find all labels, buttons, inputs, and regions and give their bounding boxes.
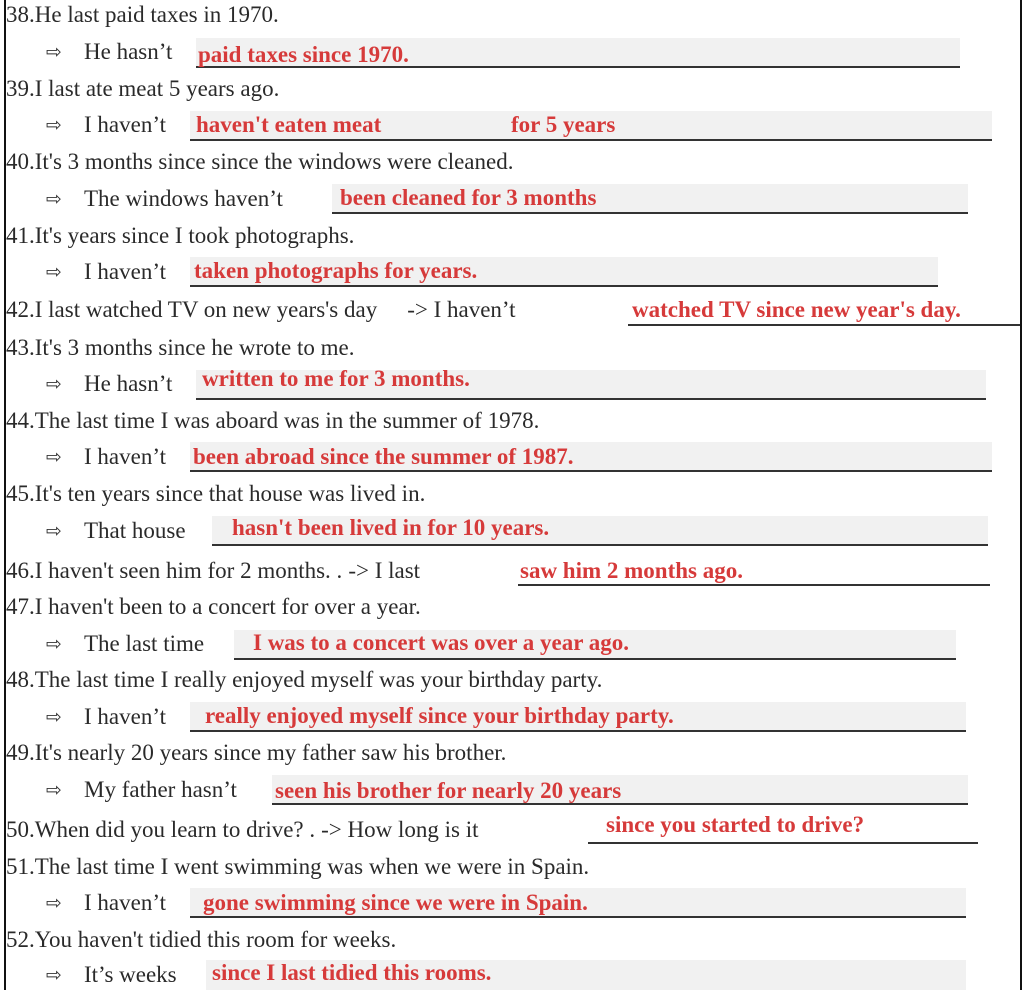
arrow-icon: ⇨ (46, 373, 62, 395)
exercise-48-rewrite: ⇨ I haven’t (46, 702, 166, 738)
answer-40: been cleaned for 3 months (340, 185, 597, 210)
exercise-48-prompt: 48.The last time I really enjoyed myself was your birthday party. (6, 667, 603, 692)
exercise-52-rewrite: ⇨ It’s weeks (46, 960, 177, 996)
arrow-icon: ⇨ (46, 41, 62, 63)
arrow-icon: ⇨ (46, 114, 62, 136)
answer-45: hasn't been lived in for 10 years. (232, 515, 550, 540)
exercise-42-prompt: 42.I last watched TV on new years's day -> I haven’t (6, 297, 516, 322)
exercise-44-prompt: 44.The last time I was aboard was in the summer of 1978. (6, 408, 540, 433)
answer-47: I was to a concert was over a year ago. (253, 630, 630, 655)
exercise-38-prompt: 38.He last paid taxes in 1970. (6, 2, 279, 27)
arrow-icon: ⇨ (46, 261, 62, 283)
answer-52: since I last tidied this rooms. (212, 960, 492, 985)
answer-48: really enjoyed myself since your birthday party. (205, 703, 674, 728)
exercise-41-rewrite: ⇨ I haven’t (46, 257, 166, 293)
exercise-51-prompt: 51.The last time I went swimming was when we were in Spain. (6, 854, 590, 879)
answer-39-part2: for 5 years (511, 112, 616, 137)
exercise-50-prompt: 50.When did you learn to drive? . -> How long is it (6, 817, 479, 842)
answer-39: haven't eaten meat (196, 112, 382, 137)
exercise-38-rewrite: ⇨ He hasn’t (46, 37, 172, 73)
answer-42: watched TV since new year's day. (632, 297, 961, 322)
exercise-40-prompt: 40.It's 3 months since since the windows were cleaned. (6, 149, 514, 174)
arrow-icon: ⇨ (46, 446, 62, 468)
arrow-icon: ⇨ (46, 188, 62, 210)
exercise-39-rewrite: ⇨ I haven’t (46, 110, 166, 146)
answer-38: paid taxes since 1970. (198, 42, 409, 67)
exercise-46-prompt: 46.I haven't seen him for 2 months. . -> I last (6, 558, 421, 583)
exercise-49-prompt: 49.It's nearly 20 years since my father saw his brother. (6, 740, 507, 765)
exercise-49-rewrite: ⇨ My father hasn’t (46, 775, 237, 811)
arrow-icon: ⇨ (46, 892, 62, 914)
exercise-39-prompt: 39.I last ate meat 5 years ago. (6, 76, 280, 101)
exercise-43-rewrite: ⇨ He hasn’t (46, 369, 172, 405)
exercise-40-rewrite: ⇨ The windows haven’t (46, 184, 283, 220)
arrow-icon: ⇨ (46, 520, 62, 542)
exercise-52-prompt: 52.You haven't tidied this room for weeks. (6, 927, 397, 952)
exercise-45-rewrite: ⇨ That house (46, 516, 186, 552)
answer-43: written to me for 3 months. (202, 366, 470, 391)
answer-46: saw him 2 months ago. (520, 558, 744, 583)
exercise-47-rewrite: ⇨ The last time (46, 629, 204, 665)
exercise-41-prompt: 41.It's years since I took photographs. (6, 223, 355, 248)
exercise-51-rewrite: ⇨ I haven’t (46, 888, 166, 924)
exercise-43-prompt: 43.It's 3 months since he wrote to me. (6, 335, 355, 360)
answer-41: taken photographs for years. (194, 258, 478, 283)
answer-49: seen his brother for nearly 20 years (275, 778, 622, 803)
answer-50: since you started to drive? (606, 812, 865, 837)
exercise-44-rewrite: ⇨ I haven’t (46, 442, 166, 478)
exercise-47-prompt: 47.I haven't been to a concert for over a year. (6, 594, 421, 619)
answer-44: been abroad since the summer of 1987. (193, 444, 574, 469)
arrow-icon: ⇨ (46, 964, 62, 986)
arrow-icon: ⇨ (46, 706, 62, 728)
arrow-icon: ⇨ (46, 779, 62, 801)
exercise-45-prompt: 45.It's ten years since that house was lived in. (6, 481, 426, 506)
answer-51: gone swimming since we were in Spain. (203, 890, 588, 915)
arrow-icon: ⇨ (46, 633, 62, 655)
